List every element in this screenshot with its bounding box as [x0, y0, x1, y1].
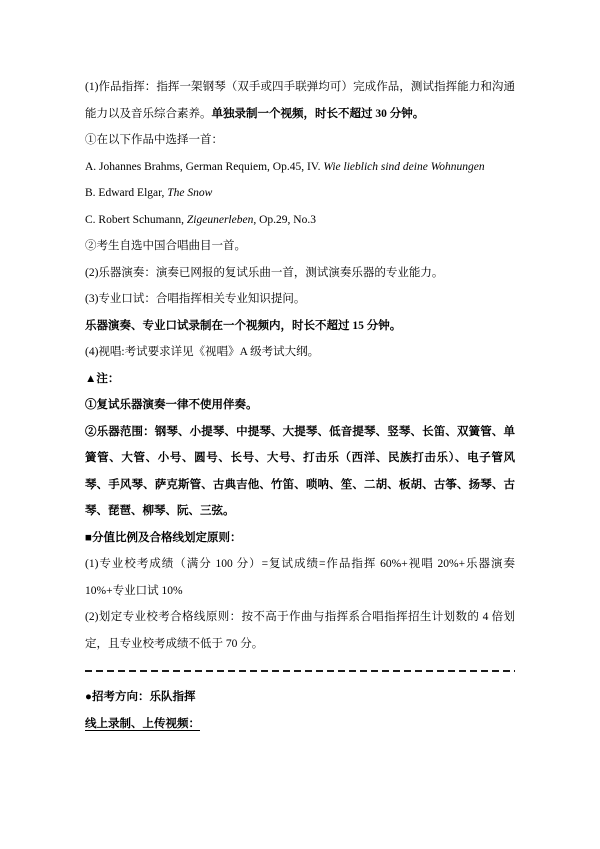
para-option-c-schumann — [85, 207, 515, 234]
text-run: ●招考方向：乐队指挥 — [85, 691, 196, 703]
para-option-a-brahms — [85, 154, 515, 181]
text-run: ①复试乐器演奏一律不使用伴奏。 — [85, 399, 258, 411]
para-professional-oral-exam — [85, 286, 515, 313]
para-note-heading — [85, 366, 515, 393]
para-instrument-performance — [85, 260, 515, 287]
text-run: Zigeunerleben — [186, 213, 254, 226]
text-run: (1)作品指挥：指挥一架钢琴（双手或四手联弹均可）完成作品，测试指挥能力和沟通能力以及音乐综合素养。 — [85, 81, 515, 120]
text-run: A. Johannes Brahms, German Requiem, Op.45, IV. — [85, 160, 324, 173]
text-run: (2)乐器演奏：演奏已网报的复试乐曲一首，测试演奏乐器的专业能力。 — [85, 266, 444, 279]
document-body — [85, 74, 518, 737]
text-run: ■分值比例及合格线划定原则： — [85, 531, 242, 544]
para-online-recording-upload — [85, 711, 515, 738]
text-run: ▲注： — [85, 372, 120, 385]
text-run: 单独录制一个视频，时长不超过 30 分钟。 — [211, 107, 425, 120]
text-run: 线上录制、上传视频： — [85, 717, 200, 730]
text-run: (3)专业口试：合唱指挥相关专业知识提问。 — [85, 293, 306, 305]
dashed-divider — [85, 657, 515, 684]
para-score-formula — [85, 551, 518, 604]
para-select-one-work — [85, 127, 515, 154]
text-run: (2)划定专业校考合格线原则：按不高于作曲与指挥系合唱指挥招生计划数的 4 倍划定，且专业校考成绩不低于 70 分。 — [85, 611, 515, 650]
para-work-conducting-requirements — [85, 74, 515, 127]
text-run: (1)专业校考成绩（满分 100 分）=复试成绩=作品指挥 60%+视唱 20%+乐器演奏 10%+专业口试 10% — [85, 558, 518, 597]
text-run: ②考生自选中国合唱曲目一首。 — [85, 240, 246, 252]
para-option-b-elgar — [85, 180, 515, 207]
text-run: (4)视唱:考试要求详见《视唱》A 级考试大纲。 — [85, 346, 320, 358]
text-run: B. Edward Elgar, — [85, 187, 168, 199]
para-recruitment-direction-orchestra-conducting — [85, 684, 515, 711]
text-run: Wie lieblich sind deine Wohnungen — [323, 160, 485, 173]
text-run: C. Robert Schumann, — [85, 213, 187, 226]
para-passing-line-rule — [85, 604, 515, 657]
para-score-ratio-heading — [85, 525, 515, 552]
text-run: 乐器演奏、专业口试录制在一个视频内，时长不超过 15 分钟。 — [85, 319, 402, 332]
text-run: ①在以下作品中选择一首： — [85, 134, 223, 146]
para-sight-singing — [85, 339, 515, 366]
text-run: , Op.29, No.3 — [253, 213, 316, 226]
para-self-selected-chinese-choral — [85, 233, 515, 260]
para-video-length-note — [85, 313, 515, 340]
text-run: The Snow — [167, 187, 213, 199]
para-note-1-no-accompaniment — [85, 392, 515, 419]
para-note-2-instrument-range — [85, 419, 515, 525]
text-run: ②乐器范围：钢琴、小提琴、中提琴、大提琴、低音提琴、竖琴、长笛、双簧管、单簧管、大管、小号、圆号、长号、大号、打击乐（西洋、民族打击乐）、电子管风琴、手风琴、萨克斯管、古典吉他、竹笛、唢呐、笙、二胡、板胡、古筝、扬琴、古琴、琵琶、柳琴、阮、三弦。 — [85, 425, 515, 517]
